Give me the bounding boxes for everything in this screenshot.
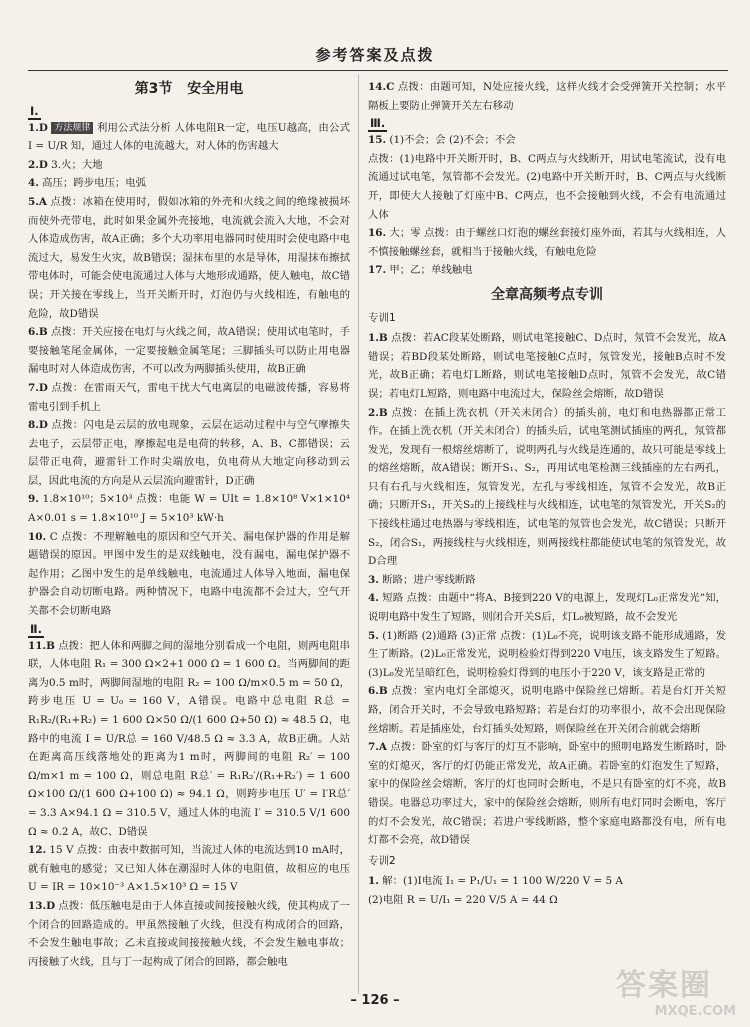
answer-text: (1)断路 (2)通路 (3)正常 点拨：(1)L₀不亮，说明该支路不能形成通路，发生了断路。(2)L₀正常发光，说明检验灯得到220 V电压，该支路发生了短路。(3)L₀发光呈暗红色，说明检验灯得到的电压小于220 V，该支路是正常的 [368, 629, 726, 679]
answer-item [28, 637, 350, 842]
answer-text: 利用公式法分析 人体电阻R一定，电压U越高，由公式 I = U/R 知，通过人体的电流越大，对人体的伤害越大 [28, 121, 350, 153]
answer-item [368, 150, 726, 224]
answer-number: 17. [368, 264, 387, 277]
answer-item [368, 78, 726, 115]
answer-number: 4. [28, 177, 39, 190]
answer-number: 12. [28, 844, 47, 857]
answer-number: 13.D [28, 899, 56, 912]
answer-number: 6.B [368, 685, 388, 698]
answer-text: 点拨：在插上洗衣机（开关未闭合）的插头前，电灯和电热器都正常工作。在插上洗衣机（开关未闭合）的插头后，试电笔测试插座的两孔，氖管都发光，发现有一根熔丝熔断了，说明两孔与火线是连通的，故只可能是零线上的熔丝熔断，故A错误；断开S₁、S₂，再用试电笔检测三线插座的左右两孔，只有右孔与火线相连，氖管发光，左孔与零线相连，氖管不会发光，故B正确；只断开S₁，开关S₂的上接线柱与火线相连，试电笔的氖管发光，开关S₂的下接线柱通过电热器与零线相连，试电笔的氖管也会发光，故C错误；只断开S₂，闭合S₁，两接线柱与火线相连，则两接线柱都能使试电笔的氖管发光，故D合理 [368, 406, 727, 568]
answer-text: 点拨：若AC段某处断路，则试电笔接触C、D点时，氖管不会发光，故A错误；若BD段某处断路，则试电笔接触C点时，氖管发光，接触B点时不发光，故B正确；若电灯L断路，则试电笔接触D点时，氖管不会发光，故C错误；若电灯L短路，则电路中电流过大，保险丝会熔断，故D错误 [368, 332, 726, 400]
answer-text: 大；零 点拨：由于螺丝口灯泡的螺丝套接灯座外面，若其与火线相连，人不慎接触螺丝套，就相当于接触火线，有触电危险 [368, 227, 726, 258]
answer-text: 点拨：室内电灯全部熄灭，说明电路中保险丝已熔断。若是台灯开关短路，闭合开关时，不会导致电路短路；若是台灯的功率很小，故不会出现保险丝熔断。若是插座处，台灯插头处短路，则保险丝在开关闭合前就会熔断 [368, 685, 727, 735]
answer-number: 6.B [28, 326, 48, 339]
answer-item [368, 571, 726, 590]
answer-number: 11.B [28, 639, 55, 652]
answer-number: 7.A [368, 741, 387, 754]
answer-number: 7.D [28, 381, 48, 394]
special-training-1: 专训1 [368, 311, 396, 324]
answer-item [28, 897, 350, 971]
answer-text: 甲；乙；单线触电 [389, 264, 473, 277]
answer-number: 14.C [368, 81, 395, 93]
answer-text: 点拨：卧室的灯与客厅的灯互不影响，卧室中的照明电路发生断路时，卧室的灯熄灭，客厅的灯仍能正常发光，故A正确。若卧室的灯泡发生了短路，家中的保险丝会熔断，客厅的灯也同时会断电，不是只有卧室的灯不亮，故B错误。电器总功率过大，家中的保险丝会熔断，则所有电灯同时会断电，客厅的灯不会发光，故C错误；若进户零线断路，整个家庭电路都没有电，所有电灯都不会亮，故D错误 [368, 741, 726, 847]
answer-list-special-2 [368, 872, 726, 909]
answer-item [28, 416, 350, 490]
answer-number: 16. [368, 227, 387, 240]
answer-text: 15 V 点拨：由表中数据可知，当流过人体的电流达到10 mA时，就有触电的感觉；又已知人体在潮湿时人体的电阻值，故相应的电压 U = IR = 10×10⁻³ A×1.5×10³ Ω = 15 V [28, 844, 350, 894]
right-column [368, 78, 726, 910]
answer-item [28, 528, 350, 621]
answer-item [28, 323, 350, 379]
answer-item [368, 872, 726, 891]
answer-text: 点拨：低压触电是由于人体直接或间接接触火线，使其构成了一个闭合的回路造成的。甲虽然接触了火线，但没有构成闭合的回路，不会发生触电事故；乙未直接或间接接触火线，不会发生触电事故；丙接触了火线，且与丁一起构成了闭合的回路，都会触电 [28, 899, 350, 968]
watermark-text: 答案圈 [616, 968, 712, 1003]
answer-number: 4. [368, 592, 379, 605]
answer-list-3 [368, 131, 726, 280]
answer-text: 解：(1)I电流 I₁ = P₁/U₁ = 1 100 W/220 V = 5 A [382, 875, 623, 888]
answer-item [368, 891, 726, 910]
chapter-title: 全章高频考点专训 [491, 286, 603, 303]
answer-number: 1. [368, 875, 379, 888]
answer-text: 点拨：冰箱在使用时，假如冰箱的外壳和火线之间的绝缘被损坏而使外壳带电，此时如果金属外壳接地，电流就会流入大地，不会对人体造成伤害，故A正确；多个大功率用电器同时使用时会使电路中电流过大，易发生火灾，故B错误；湿抹布里的水是导体，用湿抹布擦拭带电体时，可能会使电流通过人体与大地形成通路，使人触电，故C错误；开关接在零线上，当开关断开时，灯泡仍与火线相连，有触电的危险，故D错误 [28, 195, 350, 320]
answer-item [28, 174, 350, 193]
answer-number: 5. [368, 629, 379, 642]
answer-list-1 [28, 119, 350, 621]
watermark-logo [616, 960, 736, 1018]
answer-item [368, 589, 726, 626]
answer-number: 2.D [28, 158, 48, 171]
method-tag: 方法规律 [51, 122, 93, 134]
answer-item [368, 224, 726, 261]
answer-number: 3. [368, 573, 379, 586]
answer-number: 1.D [28, 121, 48, 134]
answer-item [368, 329, 726, 403]
answer-text: 点拨：开关应接在电灯与火线之间，故A错误；使用试电笔时，手要接触笔尾金属体，一定要接触金属笔尾；三脚插头可以防止用电器漏电时对人体造成伤害，不可以改为两脚插头使用，故B正确 [28, 326, 350, 376]
answer-text: 点拨：闪电是云层的放电现象，云层在运动过程中与空气摩擦失去电子，云层带正电，摩擦起电是电荷的转移，A、B、C都错误；云层带正电荷，避雷针工作时尖端放电，负电荷从大地定向移动到云层，因此电流的方向是从云层流向避雷针，D正确 [28, 419, 350, 487]
answer-text: 1.8×10¹⁰；5×10³ 点拨：电能 W = UIt = 1.8×10⁸ V×1×10⁴ A×0.01 s = 1.8×10¹⁰ J = 5×10³ kW·h [28, 493, 350, 525]
answer-list-top [368, 78, 726, 115]
answer-number: 9. [28, 493, 39, 506]
answer-list-special-1 [368, 329, 726, 850]
left-column [28, 78, 350, 971]
part-label-2: Ⅱ. [30, 621, 42, 636]
answer-text: C 点拨：不理解触电的原因和空气开关、漏电保护器的作用是解题错误的原因。甲图中发生的是双线触电，没有漏电，漏电保护器不起作用；乙图中发生的是单线触电，电流通过人体导入地面，漏电保护器会自动切断电路。两种情况下，电路中电流都不会过大，空气开关都不会切断电路 [28, 530, 350, 618]
part-label-1: Ⅰ. [30, 103, 39, 118]
answer-text: 点拨：由题可知，N处应接火线，这样火线才会受弹簧开关控制；水平隔板上要防止弹簧开关左右移动 [368, 81, 726, 112]
answer-item [368, 261, 726, 280]
answer-text: 短路 点拨：由题中“将A、B接到220 V的电源上，发现灯L₀正常发光”知，说明电路中发生了短路，则闭合开关S后，灯L₀被短路，故不会发光 [368, 592, 726, 624]
answer-item [28, 379, 350, 416]
answer-text: 点拨：(1)电路中开关断开时，B、C两点与火线断开，用试电笔流试，没有电流通过试电笔，氖管都不会发光。(2)电路中开关断开时，B、C两点与火线断开，即使大人接触了灯座中B、C两点，也不会接触到火线，不会有电流通过人体 [368, 152, 726, 221]
answer-number: 5.A [28, 195, 47, 208]
answer-number: 2.B [368, 406, 388, 419]
answer-item [28, 490, 350, 527]
answer-item [368, 738, 726, 850]
answer-number: 8.D [28, 419, 48, 432]
answer-item [368, 627, 726, 683]
answer-item [368, 131, 726, 150]
answer-text: 点拨：在雷雨天气，雷电干扰大气电离层的电磁波传播，容易将雷电引到手机上 [28, 381, 350, 413]
answer-list-2 [28, 637, 350, 972]
special-training-2: 专训2 [368, 854, 396, 867]
answer-text: 断路；进户零线断路 [382, 573, 476, 586]
answer-item [368, 682, 726, 738]
part-label-3: Ⅲ. [370, 116, 386, 131]
answer-text: 点拨：把人体和两脚之间的湿地分别看成一个电阻，则两电阻串联，人体电阻 R₁ = 300 Ω×2+1 000 Ω = 1 600 Ω。当两脚间的距离为0.5 m时，两脚间湿地的电阻 R₂ = 100 Ω/m×0.5 m = 50 Ω，跨步电压 U = U₀ = 160 V，A错误。电路中总电阻 R总 = R₁R₂/(R₁+R₂) = 1 600 Ω×50 Ω/(1 600 Ω+50 Ω) ≈ 48.5 Ω，电路中的电流 I = U/R总 = 160 V/48.5 Ω ≈ 3.3 A，故B正确。人站在距离高压线落地处的距离为1 m时，两脚间的电阻 R₂′ = 100 Ω/m×1 m = 100 Ω，则总电阻 R总′ = R₁R₂′/(R₁+R₂′) = 1 600 Ω×100 Ω/(1 600 Ω+100 Ω) ≈ 94.1 Ω，则跨步电压 U′ = I′R总′ = 3.3 A×94.1 Ω = 310.5 V，通过人体的电流 I′ = 310.5 V/1 600 Ω ≈ 0.2 A，故C、D错误 [28, 639, 350, 838]
answer-number: 15. [368, 134, 387, 147]
answer-item [28, 156, 350, 175]
answer-text: (2)电阻 R = U/I₁ = 220 V/5 A = 44 Ω [368, 893, 558, 906]
answer-text: 高压；跨步电压；电弧 [42, 177, 147, 190]
answer-item [28, 119, 350, 156]
page-header: 参考答案及点拨 [315, 46, 435, 64]
section-title: 第3节 安全用电 [134, 81, 244, 97]
header-rule [28, 70, 728, 71]
answer-item [28, 841, 350, 897]
column-divider [358, 74, 359, 994]
answer-text: 3.火；大地 [51, 158, 103, 171]
watermark-url: MXQE.COM [654, 1004, 736, 1019]
page-number: – 126 – [350, 993, 400, 1008]
answer-item [28, 193, 350, 323]
answer-text: (1)不会；会 (2)不会；不会 [389, 134, 516, 147]
answer-item [368, 404, 726, 571]
answer-number: 1.B [368, 332, 388, 345]
answer-number: 10. [28, 530, 47, 543]
